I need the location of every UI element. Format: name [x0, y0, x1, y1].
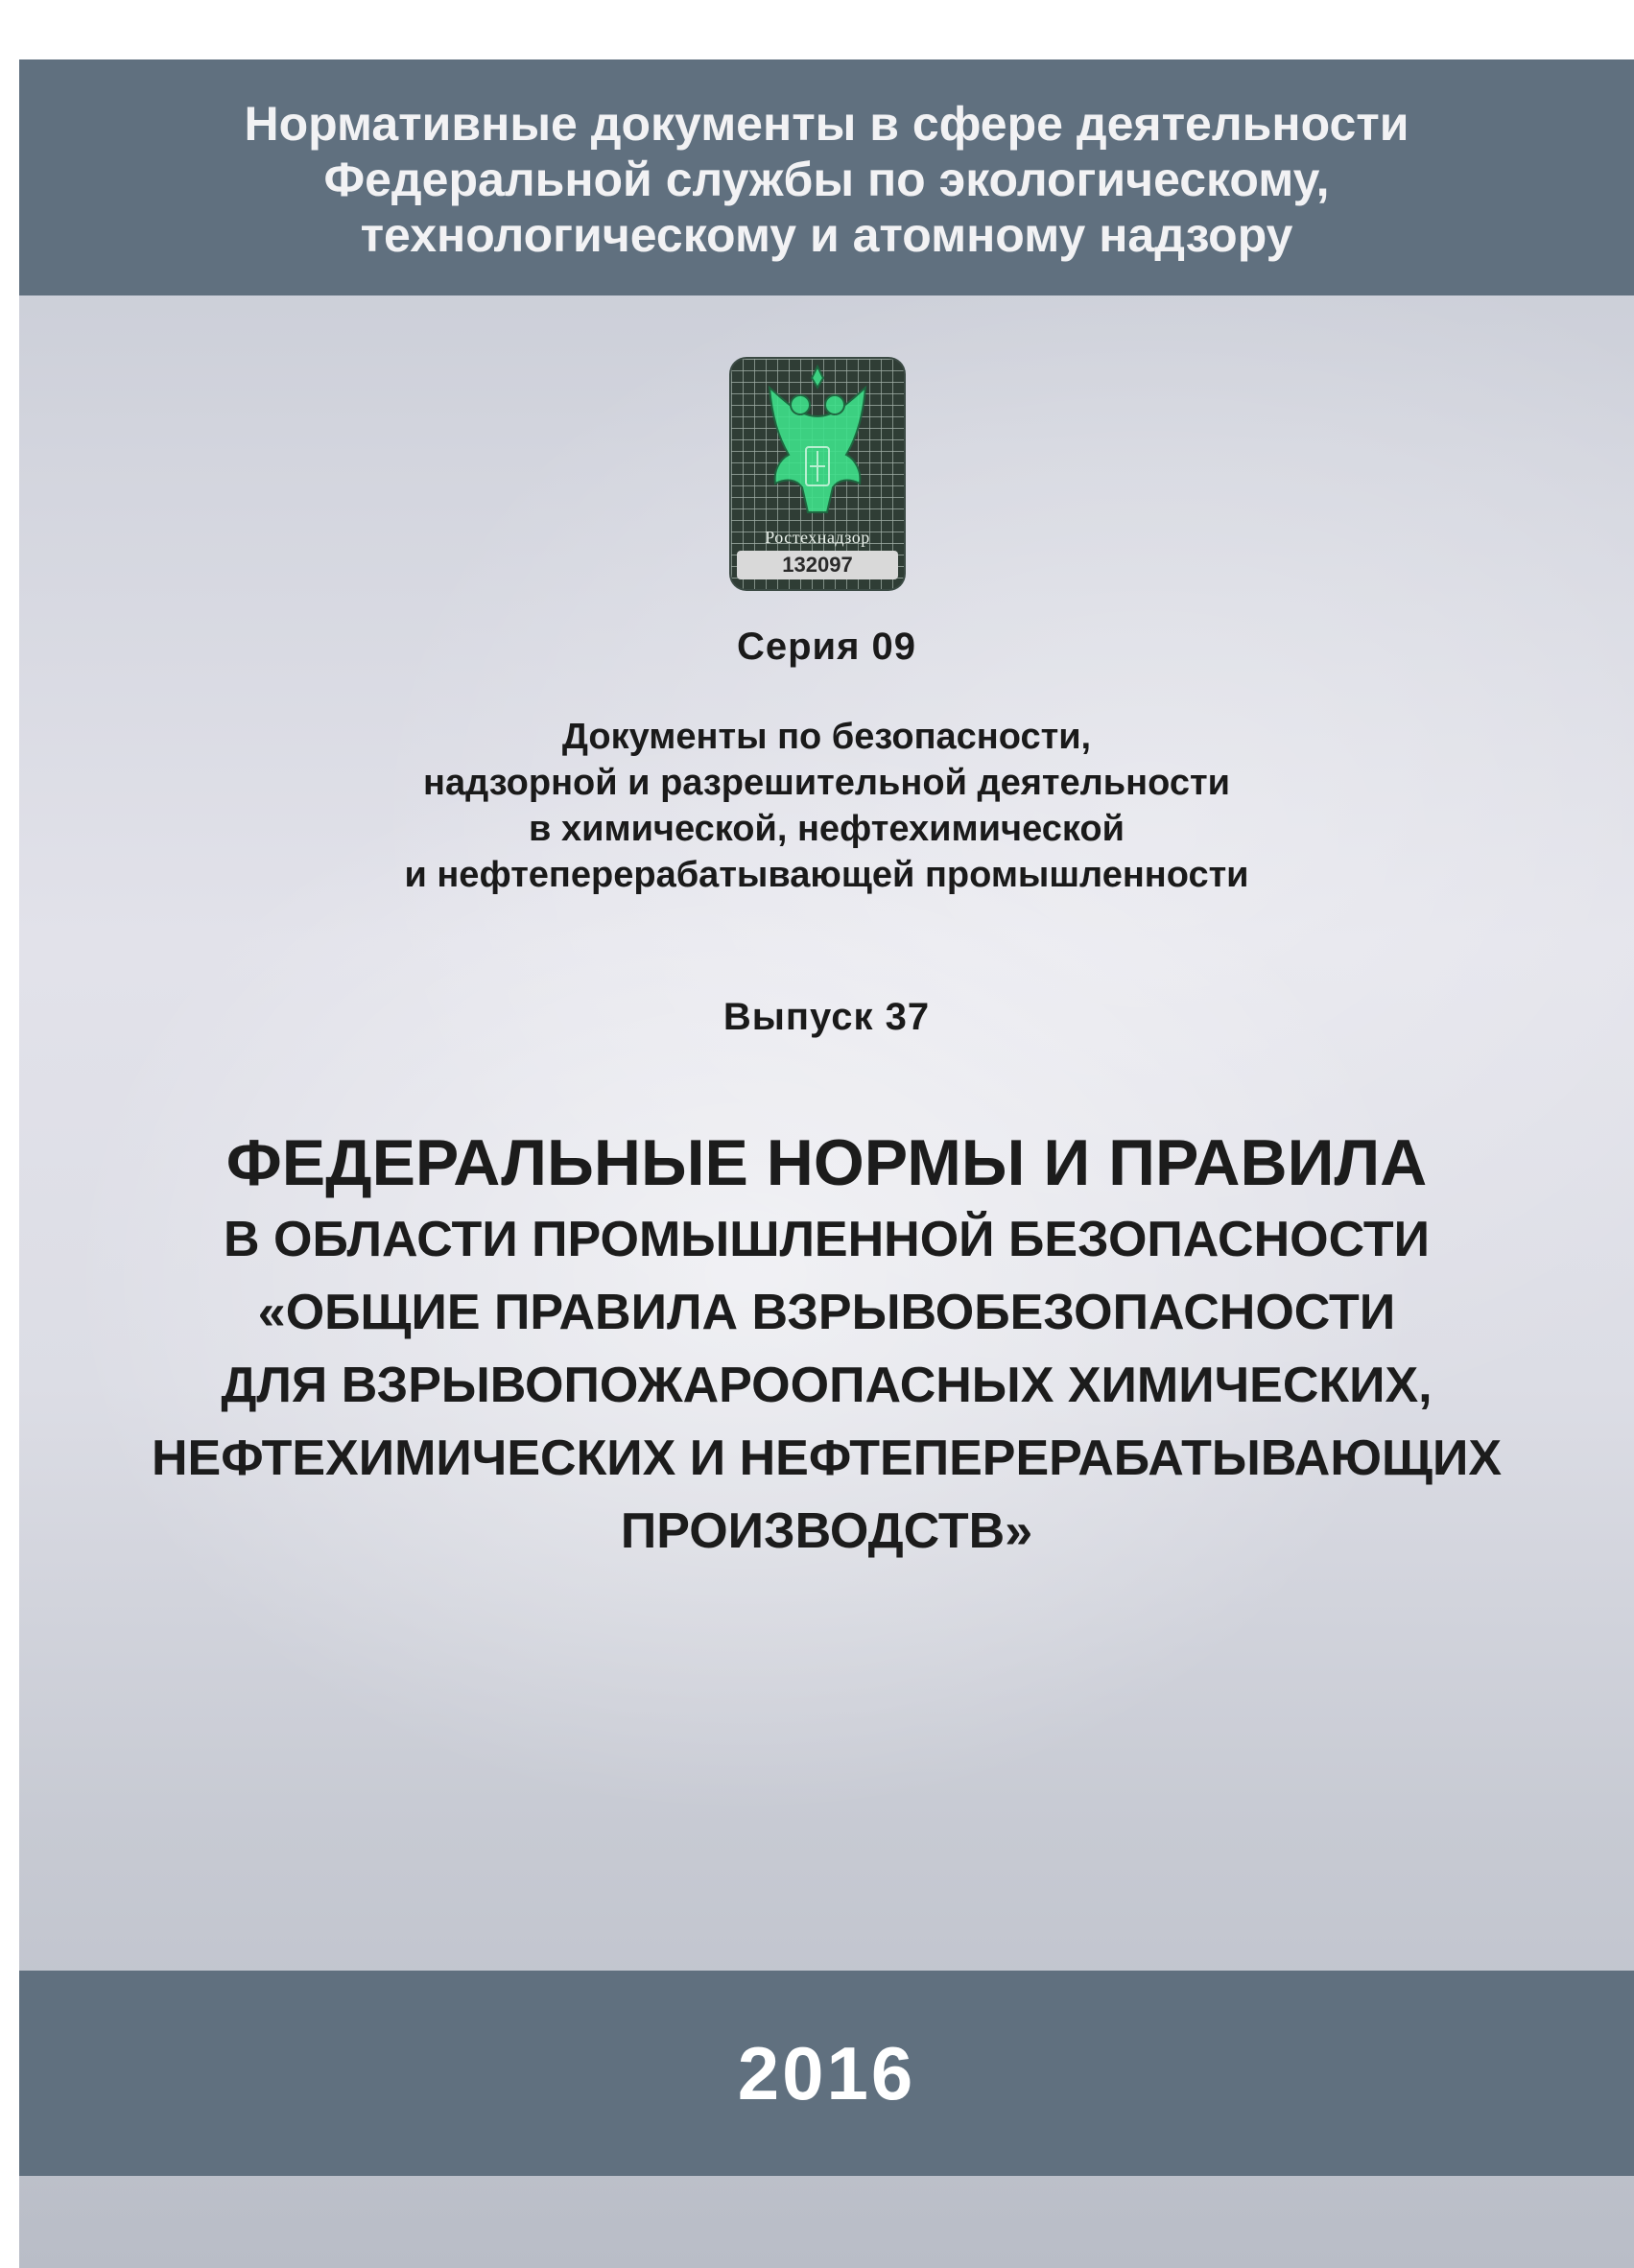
series-desc-line-4: и нефтеперерабатывающей промышленности	[404, 855, 1249, 895]
publication-year: 2016	[737, 2031, 916, 2115]
title-line-4: НЕФТЕХИМИЧЕСКИХ И НЕФТЕПЕРЕРАБАТЫВАЮЩИХ	[151, 1430, 1503, 1486]
title-main: ФЕДЕРАЛЬНЫЕ НОРМЫ И ПРАВИЛА	[225, 1126, 1428, 1199]
series-label: Серия 09	[736, 626, 917, 668]
title-line-1: В ОБЛАСТИ ПРОМЫШЛЕННОЙ БЕЗОПАСНОСТИ	[224, 1212, 1430, 1267]
hologram-caption: Ростехнадзор	[765, 528, 870, 547]
title-line-5: ПРОИЗВОДСТВ»	[620, 1503, 1033, 1559]
document-title	[19, 1122, 1634, 1568]
issue-label: Выпуск 37	[722, 996, 931, 1038]
series-desc-line-3: в химической, нефтехимической	[529, 809, 1125, 849]
hologram-sticker	[731, 359, 904, 589]
title-line-2: «ОБЩИЕ ПРАВИЛА ВЗРЫВОБЕЗОПАСНОСТИ	[257, 1285, 1396, 1340]
book-cover	[19, 59, 1634, 2268]
series-desc-line-2: надзорной и разрешительной деятельности	[423, 763, 1230, 803]
series-description	[19, 714, 1634, 898]
header-line-2: Федеральной службы по экологическому,	[323, 153, 1330, 206]
footer-band	[19, 1971, 1634, 2176]
publisher-header	[19, 96, 1634, 263]
header-line-1: Нормативные документы в сфере деятельности	[244, 97, 1409, 151]
hologram-number: 132097	[737, 551, 898, 579]
series-desc-line-1: Документы по безопасности,	[561, 717, 1092, 757]
header-line-3: технологическому и атомному надзору	[360, 208, 1293, 262]
title-line-3: ДЛЯ ВЗРЫВОПОЖАРООПАСНЫХ ХИМИЧЕСКИХ,	[221, 1358, 1433, 1413]
header-band	[19, 59, 1634, 295]
